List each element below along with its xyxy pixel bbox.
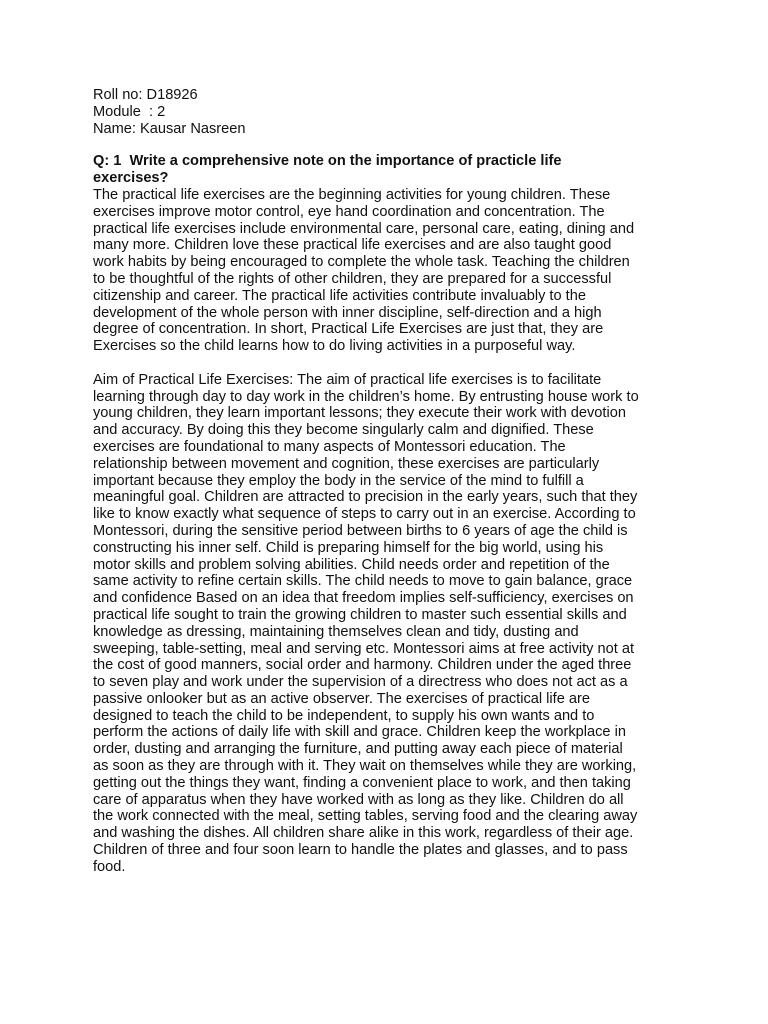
paragraph-line: motor skills and problem solving abilities. Child needs order and repetition of the (93, 556, 610, 573)
student-name: Name: Kausar Nasreen (93, 120, 246, 137)
paragraph-line: same activity to refine certain skills. The child needs to move to gain balance, grace (93, 573, 633, 590)
question-text-continued: exercises? (93, 170, 169, 187)
paragraph-line: getting out the things they want, finding a convenient place to work, and then taking (93, 774, 631, 791)
paragraph-line: work habits by being encouraged to complete the whole task. Teaching the children (93, 254, 630, 271)
paragraph-line: meaningful goal. Children are attracted to precision in the early years, such that they (93, 489, 638, 506)
paragraph-line: exercises improve motor control, eye hand coordination and concentration. The (93, 203, 605, 220)
answer-body (93, 187, 683, 876)
paragraph-line: relationship between movement and cognition, these exercises are particularly (93, 455, 600, 472)
question-label: Q: 1 (93, 153, 122, 170)
paragraph-line: many more. Children love these practical life exercises and are also taught good (93, 237, 612, 254)
paragraph-line: important because they employ the body in the service of the mind to fulfill a (93, 472, 584, 489)
paragraph-line: like to know exactly what sequence of steps to carry out in an exercise. According to (93, 506, 636, 523)
module-number: Module : 2 (93, 103, 166, 120)
paragraph-line: development of the whole person with inner discipline, self-direction and a high (93, 304, 602, 321)
paragraph-line: and confidence Based on an idea that freedom implies self-sufficiency, exercises on (93, 590, 634, 607)
document-page (93, 87, 683, 876)
paragraph-line: Children of three and four soon learn to handle the plates and glasses, and to pass (93, 842, 628, 859)
question-heading (93, 153, 683, 187)
paragraph-line: citizenship and career. The practical life activities contribute invaluably to the (93, 287, 586, 304)
paragraph-line: care of apparatus when they have worked with as long as they like. Children do all (93, 791, 624, 808)
paragraph-line: the cost of good manners, social order and harmony. Children under the aged three (93, 657, 632, 674)
paragraph-line: Aim of Practical Life Exercises: The aim of practical life exercises is to facilitate (93, 371, 602, 388)
paragraph-line: order, dusting and arranging the furniture, and putting away each piece of material (93, 741, 623, 758)
paragraph-line: degree of concentration. In short, Practical Life Exercises are just that, they are (93, 321, 604, 338)
question-text: Write a comprehensive note on the importance of practicle life (121, 153, 562, 170)
paragraph-line: young children, they learn important lessons; they execute their work with devotion (93, 405, 626, 422)
paragraph-line: Montessori, during the sensitive period between births to 6 years of age the child is (93, 522, 628, 539)
paragraph-line: practical life exercises include environmental care, personal care, eating, dining and (93, 220, 635, 237)
paragraph-line: Exercises so the child learns how to do living activities in a purposeful way. (93, 338, 576, 355)
paragraph-line: sweeping, table-setting, meal and serving etc. Montessori aims at free activity not at (93, 640, 635, 657)
paragraph-line: the work connected with the meal, setting tables, serving food and the clearing away (93, 808, 638, 825)
paragraph-line: and accuracy. By doing this they become singularly calm and dignified. These (93, 422, 594, 439)
roll-number: Roll no: D18926 (93, 87, 198, 103)
paragraph-line: and washing the dishes. All children share alike in this work, regardless of their age. (93, 825, 634, 842)
paragraph-line: learning through day to day work in the children’s home. By entrusting house work to (93, 388, 639, 405)
paragraph-line: to be thoughtful of the rights of other children, they are prepared for a successful (93, 270, 612, 287)
header-block (93, 87, 683, 137)
answer-paragraph (93, 187, 683, 355)
paragraph-line: to seven play and work under the supervision of a directress who does not act as a (93, 674, 628, 691)
paragraph-line: constructing his inner self. Child is preparing himself for the big world, using his (93, 539, 604, 556)
paragraph-line: exercises are foundational to many aspects of Montessori education. The (93, 438, 566, 455)
paragraph-line: food. (93, 858, 126, 875)
paragraph-line: The practical life exercises are the beginning activities for young children. These (93, 186, 611, 203)
paragraph-line: as soon as they are through with it. They wait on themselves while they are working, (93, 758, 637, 775)
paragraph-line: designed to teach the child to be independent, to supply his own wants and to (93, 707, 595, 724)
paragraph-line: perform the actions of daily life with skill and grace. Children keep the workplace in (93, 724, 626, 741)
paragraph-line: knowledge as dressing, maintaining themselves clean and tidy, dusting and (93, 623, 579, 640)
answer-paragraph (93, 372, 683, 876)
paragraph-line: practical life sought to train the growing children to master such essential skills and (93, 606, 627, 623)
paragraph-line: passive onlooker but as an active observer. The exercises of practical life are (93, 690, 590, 707)
